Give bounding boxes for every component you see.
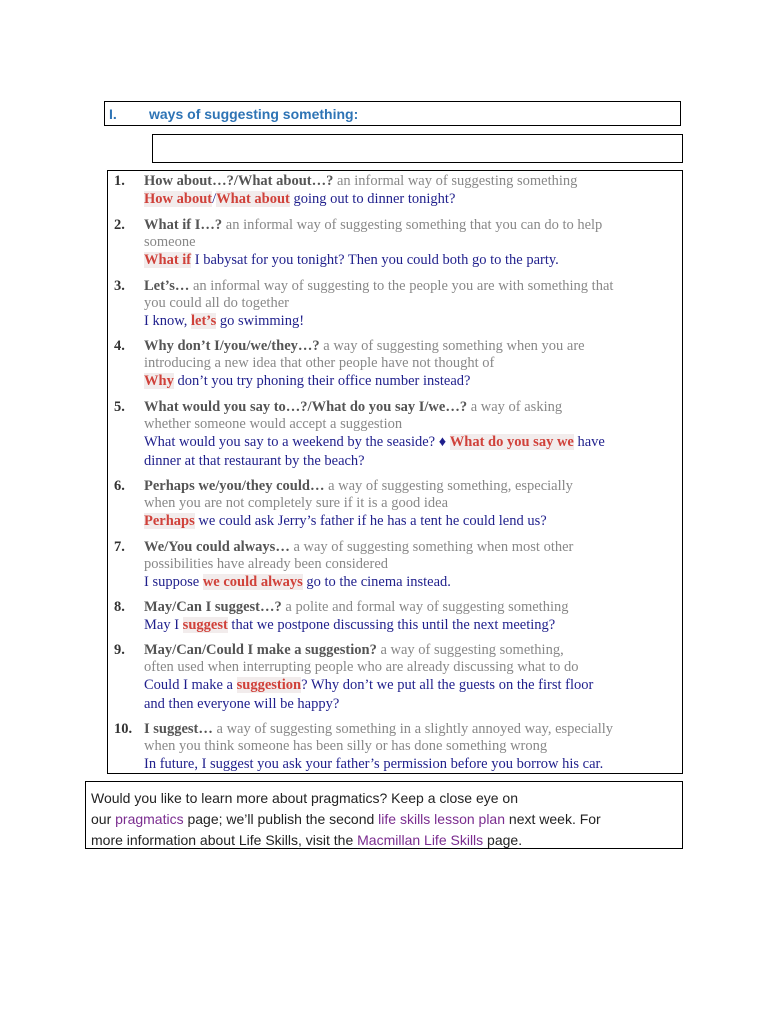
item-definition-cont: when you are not completely sure if it is a good idea: [144, 495, 449, 511]
example-highlight: What if: [144, 252, 192, 268]
item-phrase: We/You could always…: [144, 539, 290, 555]
item-phrase: May/Can/Could I make a suggestion?: [144, 642, 377, 658]
item-definition: a polite and formal way of suggesting something: [281, 599, 569, 615]
example-text: May I: [144, 617, 183, 633]
note-line-3: [91, 830, 677, 851]
example-highlight: suggest: [182, 617, 228, 633]
item-definition: an informal way of suggesting something: [333, 173, 578, 189]
note-line-1: Would you like to learn more about pragmatics? Keep a close eye on: [91, 790, 518, 806]
item-definition: an informal way of suggesting to the people you are with something that: [189, 278, 614, 294]
example-highlight: What about: [216, 191, 290, 207]
item-number: 3.: [114, 278, 125, 294]
item-definition-cont: you could all do together: [144, 295, 289, 311]
item-example: [144, 616, 678, 635]
item-definition-cont: introducing a new idea that other people have not thought of: [144, 355, 495, 371]
item-definition: a way of suggesting something,: [376, 642, 564, 658]
note-text: more information about Life Skills, visit the: [91, 832, 358, 848]
example-text: What would you say to a weekend by the seaside? ♦: [144, 434, 450, 450]
example-text: go to the cinema instead.: [302, 574, 451, 590]
item-definition: a way of suggesting something in a slightly annoyed way, especially: [212, 721, 614, 737]
example-highlight: let’s: [190, 313, 217, 329]
item-definition-line: [144, 399, 678, 416]
item-number: 9.: [114, 642, 125, 658]
item-phrase: Let’s…: [144, 278, 190, 294]
item-example: [144, 251, 678, 270]
item-definition: a way of suggesting something, especially: [324, 478, 573, 494]
item-definition: a way of suggesting something when you are: [319, 338, 585, 354]
item-body: [144, 217, 678, 270]
example-text: In future, I suggest you ask your father’s permission before you borrow his car.: [144, 756, 604, 772]
item-phrase: What if I…?: [144, 217, 223, 233]
item-definition: an informal way of suggesting something that you can do to help: [222, 217, 603, 233]
item-definition-line: [144, 278, 678, 295]
item-phrase: I suggest…: [144, 721, 213, 737]
example-highlight: How about: [144, 191, 213, 207]
example-highlight: Why: [144, 373, 174, 389]
example-highlight: What do you say we: [449, 434, 574, 450]
item-number: 2.: [114, 217, 125, 233]
example-text: that we postpone discussing this until the next meeting?: [227, 617, 556, 633]
example-text: I know,: [144, 313, 191, 329]
item-body: [144, 338, 678, 391]
item-definition-line: [144, 599, 678, 616]
item-example: [144, 433, 678, 452]
item-body: [144, 721, 678, 774]
example-text: have: [573, 434, 605, 450]
item-phrase: How about…?/What about…?: [144, 173, 334, 189]
item-body: [144, 478, 678, 531]
item-number: 8.: [114, 599, 125, 615]
item-body: [144, 278, 678, 331]
item-definition-line: [144, 642, 678, 659]
suggestion-list: [107, 170, 683, 774]
note-text: next week. For: [505, 811, 601, 827]
item-definition-line: [144, 478, 678, 495]
heading-number: I.: [109, 106, 117, 122]
example-text: /: [212, 191, 217, 207]
item-example: [144, 512, 678, 531]
example-text: we could ask Jerry’s father if he has a tent he could lend us?: [194, 513, 547, 529]
item-definition-cont: when you think someone has been silly or has done something wrong: [144, 738, 548, 754]
item-number: 1.: [114, 173, 125, 189]
example-text: ? Why don’t we put all the guests on the first floor: [301, 677, 594, 693]
pragmatics-link[interactable]: pragmatics: [115, 811, 184, 827]
example-text: going out to dinner tonight?: [289, 191, 456, 207]
example-text: go swimming!: [216, 313, 305, 329]
example-text: I suppose: [144, 574, 203, 590]
item-definition-cont: someone: [144, 234, 196, 250]
note-text: our: [91, 811, 116, 827]
item-body: [144, 642, 678, 714]
item-definition-line: [144, 338, 678, 355]
note-text: page.: [483, 832, 523, 848]
item-definition-line: [144, 217, 678, 234]
item-phrase: What would you say to…?/What do you say I/we…?: [144, 399, 468, 415]
example-text: Could I make a: [144, 677, 237, 693]
section-heading: [104, 101, 681, 126]
item-example-cont: and then everyone will be happy?: [144, 696, 340, 712]
item-phrase: May/Can I suggest…?: [144, 599, 282, 615]
item-example: [144, 676, 678, 695]
heading-text: ways of suggesting something:: [149, 106, 359, 122]
macmillan-life-skills-link[interactable]: Macmillan Life Skills: [357, 832, 484, 848]
empty-box: [152, 134, 683, 163]
example-highlight: Perhaps: [144, 513, 195, 529]
item-number: 10.: [114, 721, 133, 737]
item-example: [144, 190, 678, 209]
example-text: don’t you try phoning their office number instead?: [173, 373, 471, 389]
note-text: page; we’ll publish the second: [183, 811, 379, 827]
item-body: [144, 173, 678, 209]
lesson-plan-link[interactable]: life skills lesson plan: [378, 811, 506, 827]
example-highlight: suggestion: [236, 677, 302, 693]
item-definition-line: [144, 173, 678, 190]
item-example: [144, 573, 678, 592]
item-number: 4.: [114, 338, 125, 354]
item-body: [144, 399, 678, 471]
item-example-cont: dinner at that restaurant by the beach?: [144, 453, 365, 469]
item-phrase: Why don’t I/you/we/they…?: [144, 338, 320, 354]
note-line-2: [91, 809, 677, 830]
item-definition-cont: whether someone would accept a suggestion: [144, 416, 403, 432]
item-definition-line: [144, 721, 678, 738]
item-body: [144, 599, 678, 635]
item-phrase: Perhaps we/you/they could…: [144, 478, 325, 494]
item-definition-cont: possibilities have already been considered: [144, 556, 389, 572]
example-text: I babysat for you tonight? Then you could both go to the party.: [191, 252, 559, 268]
example-highlight: we could always: [202, 574, 303, 590]
item-definition-line: [144, 539, 678, 556]
item-example: [144, 372, 678, 391]
item-number: 6.: [114, 478, 125, 494]
item-definition: a way of suggesting something when most other: [289, 539, 574, 555]
item-definition: a way of asking: [467, 399, 563, 415]
note-box: [85, 781, 683, 849]
item-definition-cont: often used when interrupting people who are already discussing what to do: [144, 659, 579, 675]
item-number: 5.: [114, 399, 125, 415]
item-number: 7.: [114, 539, 125, 555]
item-example: [144, 755, 678, 774]
item-body: [144, 539, 678, 592]
item-example: [144, 312, 678, 331]
